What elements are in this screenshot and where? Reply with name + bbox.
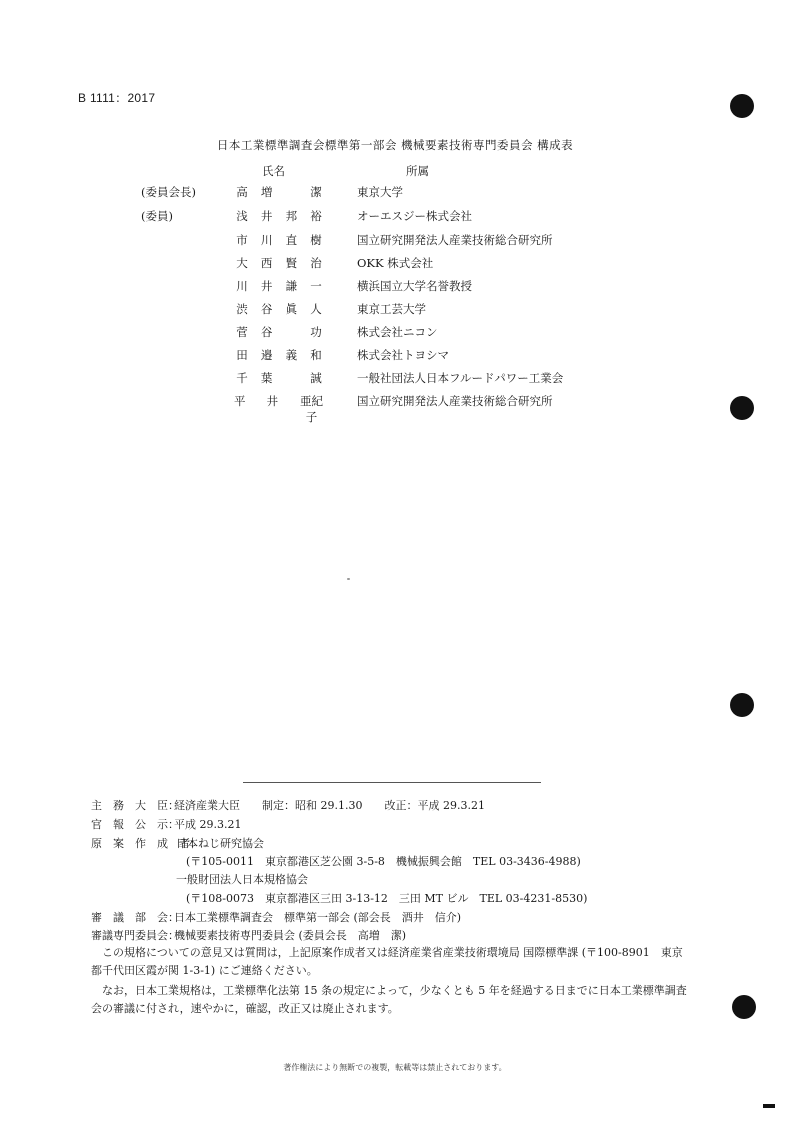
note-2-line-2: 会の審議に付され，速やかに，確認，改正又は廃止されます。 — [91, 1002, 399, 1015]
member-name: 高 増 潔 — [236, 185, 322, 199]
member-row — [0, 184, 790, 202]
scan-speck — [347, 578, 350, 580]
member-affiliation: 国立研究開発法人産業技術総合研究所 — [357, 394, 553, 408]
column-header-name: 氏名 — [262, 164, 285, 178]
punch-hole-1 — [730, 94, 754, 118]
committee-title: 日本工業標準調査会標準第一部会 機械要素技術専門委員会 構成表 — [216, 138, 574, 152]
member-row — [0, 208, 790, 226]
member-row — [0, 324, 790, 342]
member-row — [0, 301, 790, 319]
council-value: 日本工業標準調査会 標準第一部会 (部会長 酒井 信介) — [174, 911, 462, 924]
member-row — [0, 255, 790, 273]
member-affiliation: 東京大学 — [357, 185, 403, 199]
member-row — [0, 278, 790, 296]
drafter-value: 日本ねじ研究協会 — [176, 837, 264, 850]
member-affiliation: 国立研究開発法人産業技術総合研究所 — [357, 233, 553, 247]
member-name: 千 葉 誠 — [236, 371, 322, 385]
expert-label: 審議専門委員会： — [91, 929, 179, 942]
member-name: 平 井 亜紀子 — [234, 394, 324, 424]
member-name: 市 川 直 樹 — [236, 233, 322, 247]
punch-hole-3 — [730, 693, 754, 717]
expert-value: 機械要素技術専門委員会 (委員会長 高増 潔) — [174, 929, 407, 942]
member-name: 浅 井 邦 裕 — [236, 209, 322, 223]
member-affiliation: OKK 株式会社 — [357, 256, 434, 270]
member-role: (委員) — [141, 209, 173, 223]
member-affiliation: 株式会社トヨシマ — [357, 348, 449, 362]
drafter-address-2: (〒108-0073 東京都港区三田 3-13-12 三田 MT ビル TEL 03-4231-8530) — [186, 892, 588, 905]
member-affiliation: 横浜国立大学名誉教授 — [357, 279, 472, 293]
note-1-line-1: この規格についての意見又は質問は，上記原案作成者又は経済産業省産業技術環境局 国際標準課 (〒100-8901 東京 — [102, 946, 683, 959]
member-row — [0, 347, 790, 365]
member-role: (委員会長) — [141, 185, 196, 199]
note-paragraph-2 — [91, 982, 711, 1018]
divider-rule — [243, 782, 541, 783]
member-affiliation: 一般社団法人日本フルードパワー工業会 — [357, 371, 564, 385]
copyright-notice: 著作権法により無断での複製，転載等は禁止されております。 — [283, 1063, 507, 1072]
drafter-label: 原 案 作 成 者： — [91, 837, 201, 850]
minister-value: 経済産業大臣 制定：昭和 29.1.30 改正：平成 29.3.21 — [174, 799, 485, 812]
page-code: B 1111：2017 — [78, 91, 156, 105]
member-name: 菅 谷 功 — [236, 325, 322, 339]
member-affiliation: 株式会社ニコン — [357, 325, 438, 339]
note-1-line-2: 都千代田区霞が関 1-3-1) にご連絡ください。 — [91, 964, 318, 977]
corner-mark — [763, 1104, 775, 1108]
member-name: 渋 谷 眞 人 — [236, 302, 322, 316]
gazette-value: 平成 29.3.21 — [174, 818, 242, 831]
council-label: 審 議 部 会： — [91, 911, 179, 924]
member-name: 大 西 賢 治 — [236, 256, 322, 270]
column-header-affiliation: 所属 — [406, 164, 429, 178]
gazette-label: 官 報 公 示： — [91, 818, 179, 831]
punch-hole-4 — [732, 995, 756, 1019]
drafter-address-1: (〒105-0011 東京都港区芝公園 3-5-8 機械振興会館 TEL 03-3436-4988) — [186, 855, 581, 868]
drafter-org-2: 一般財団法人日本規格協会 — [176, 873, 308, 886]
member-row — [0, 370, 790, 388]
note-2-line-1: なお，日本工業規格は，工業標準化法第 15 条の規定によって，少なくとも 5 年を経過する日までに日本工業標準調査 — [102, 984, 687, 997]
member-affiliation: オーエスジー株式会社 — [357, 209, 472, 223]
note-paragraph-1 — [91, 944, 711, 980]
member-row — [0, 393, 790, 424]
member-affiliation: 東京工芸大学 — [357, 302, 426, 316]
minister-label: 主 務 大 臣： — [91, 799, 179, 812]
member-row — [0, 232, 790, 250]
member-name: 田 邉 義 和 — [236, 348, 322, 362]
member-name: 川 井 謙 一 — [236, 279, 322, 293]
